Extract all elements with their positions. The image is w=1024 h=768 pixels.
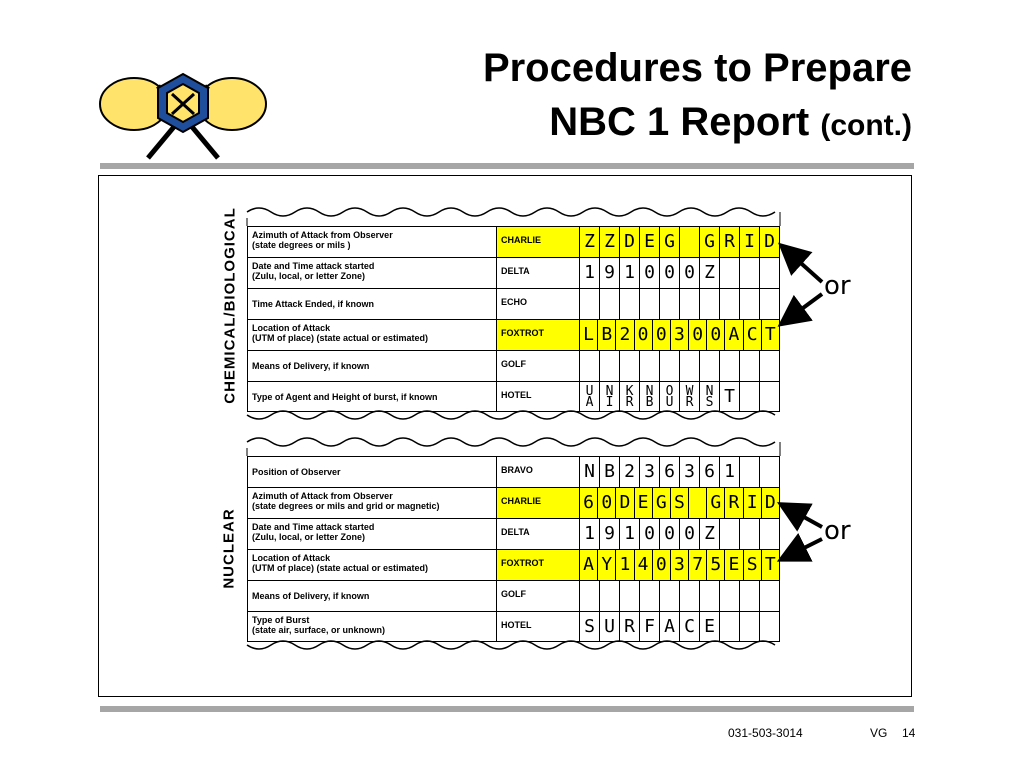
entry-cell: 0 — [598, 488, 616, 518]
entry-cell: I — [744, 488, 762, 518]
field-entry — [580, 382, 780, 412]
field-description-line2: (UTM of place) (state actual or estimated) — [252, 563, 429, 573]
field-entry — [580, 488, 780, 518]
footer-vg: VG — [870, 726, 888, 740]
entry-cell: 0 — [640, 519, 660, 549]
entry-cell — [760, 519, 780, 549]
field-entry — [580, 581, 780, 611]
entry-cell: E — [640, 227, 660, 257]
entry-cell — [760, 382, 780, 412]
entry-cell — [760, 457, 780, 487]
entry-cell: W R — [680, 382, 700, 412]
nuclear-row — [247, 549, 780, 580]
entry-cell — [700, 351, 720, 381]
field-description — [247, 351, 497, 381]
field-description — [247, 519, 497, 549]
field-description-line1: Location of Attack — [252, 553, 331, 563]
entry-cell — [600, 289, 620, 319]
field-description-line2: (Zulu, local, or letter Zone) — [252, 532, 366, 542]
nuclear-row — [247, 518, 780, 549]
entry-cell: 9 — [600, 519, 620, 549]
entry-cell: 6 — [700, 457, 720, 487]
field-entry — [580, 258, 780, 288]
entry-cell: 1 — [616, 550, 634, 580]
entry-cell: A — [725, 320, 743, 350]
entry-cell: 1 — [720, 457, 740, 487]
entry-cell: U — [600, 612, 620, 642]
footer-page-number: 14 — [902, 726, 916, 740]
field-code: HOTEL — [497, 612, 580, 642]
entry-cell: 0 — [660, 519, 680, 549]
entry-cell — [680, 289, 700, 319]
field-description-line1: Means of Delivery, if known — [252, 361, 370, 371]
field-entry — [580, 351, 780, 381]
field-description — [247, 612, 497, 642]
entry-cell: D — [760, 227, 780, 257]
top-divider — [100, 163, 914, 169]
field-description-line1: Azimuth of Attack from Observer — [252, 491, 393, 501]
entry-cell — [740, 519, 760, 549]
entry-cell: D — [620, 227, 640, 257]
field-description — [247, 289, 497, 319]
field-description — [247, 488, 497, 518]
entry-cell — [740, 612, 760, 642]
entry-cell: 3 — [680, 457, 700, 487]
entry-cell: T — [720, 382, 740, 412]
field-description — [247, 227, 497, 257]
entry-cell — [740, 382, 760, 412]
entry-cell — [720, 612, 740, 642]
field-description-line1: Location of Attack — [252, 323, 331, 333]
field-description-line2: (state degrees or mils and grid or magnetic) — [252, 501, 440, 511]
entry-cell: 6 — [660, 457, 680, 487]
entry-cell: U A — [580, 382, 600, 412]
entry-cell: G — [700, 227, 720, 257]
field-code: GOLF — [497, 351, 580, 381]
entry-cell: S — [671, 488, 689, 518]
page-title-main: NBC 1 Report — [549, 100, 810, 144]
entry-cell — [680, 351, 700, 381]
entry-cell: C — [680, 612, 700, 642]
nuclear-row — [247, 611, 780, 642]
field-code: FOXTROT — [497, 550, 580, 580]
nuclear-row — [247, 487, 780, 518]
entry-cell — [740, 289, 760, 319]
field-description-line1: Date and Time attack started — [252, 261, 375, 271]
field-description-line1: Date and Time attack started — [252, 522, 375, 532]
page-title-line1: Procedures to Prepare — [482, 46, 912, 90]
entry-cell: 3 — [671, 550, 689, 580]
entry-cell: S — [744, 550, 762, 580]
field-description-line2: (state degrees or mils ) — [252, 240, 351, 250]
field-description-line1: Type of Burst — [252, 615, 310, 625]
field-description — [247, 581, 497, 611]
entry-cell: B — [598, 320, 616, 350]
entry-cell: 7 — [689, 550, 707, 580]
field-description-line1: Means of Delivery, if known — [252, 591, 370, 601]
chemical-corps-logo-icon — [98, 66, 268, 162]
entry-cell: 2 — [616, 320, 634, 350]
entry-cell: E — [635, 488, 653, 518]
field-description — [247, 457, 497, 487]
entry-cell: S — [580, 612, 600, 642]
entry-cell: F — [640, 612, 660, 642]
entry-cell — [580, 351, 600, 381]
entry-cell — [580, 289, 600, 319]
field-description — [247, 258, 497, 288]
entry-cell: 1 — [620, 519, 640, 549]
field-description-line2: (state air, surface, or unknown) — [252, 625, 386, 635]
field-code: GOLF — [497, 581, 580, 611]
entry-cell: 5 — [707, 550, 725, 580]
entry-cell: G — [653, 488, 671, 518]
field-description-line2: (UTM of place) (state actual or estimated) — [252, 333, 429, 343]
field-code: ECHO — [497, 289, 580, 319]
chemical-row — [247, 257, 780, 288]
chemical-row — [247, 288, 780, 319]
entry-cell — [620, 351, 640, 381]
field-code: DELTA — [497, 258, 580, 288]
entry-cell: 3 — [640, 457, 660, 487]
field-description-line2: (Zulu, local, or letter Zone) — [252, 271, 366, 281]
field-description-line1: Position of Observer — [252, 467, 341, 477]
entry-cell: 0 — [680, 519, 700, 549]
nuclear-row — [247, 580, 780, 611]
field-code: HOTEL — [497, 382, 580, 412]
entry-cell: T — [762, 320, 780, 350]
field-code: DELTA — [497, 519, 580, 549]
entry-cell: N S — [700, 382, 720, 412]
entry-cell: Z — [580, 227, 600, 257]
nuclear-label: NUCLEAR — [220, 508, 238, 589]
entry-cell: 0 — [635, 320, 653, 350]
entry-cell — [640, 289, 660, 319]
entry-cell — [600, 351, 620, 381]
footer-course-code: 031-503-3014 — [728, 726, 803, 740]
entry-cell — [689, 488, 707, 518]
entry-cell: K R — [620, 382, 640, 412]
entry-cell: 0 — [660, 258, 680, 288]
entry-cell — [760, 581, 780, 611]
entry-cell: 9 — [600, 258, 620, 288]
entry-cell: 4 — [635, 550, 653, 580]
entry-cell: 1 — [620, 258, 640, 288]
chemical-biological-label: CHEMICAL/BIOLOGICAL — [221, 207, 239, 404]
entry-cell — [640, 581, 660, 611]
field-entry — [580, 550, 780, 580]
field-description-line1: Type of Agent and Height of burst, if known — [252, 392, 438, 402]
entry-cell: 6 — [580, 488, 598, 518]
entry-cell: B — [600, 457, 620, 487]
entry-cell: R — [620, 612, 640, 642]
entry-cell: 0 — [653, 320, 671, 350]
entry-cell — [720, 289, 740, 319]
entry-cell — [760, 258, 780, 288]
entry-cell: 0 — [689, 320, 707, 350]
entry-cell — [700, 289, 720, 319]
field-entry — [580, 227, 780, 257]
entry-cell: 3 — [671, 320, 689, 350]
entry-cell: D — [616, 488, 634, 518]
field-entry — [580, 612, 780, 642]
chemical-row — [247, 350, 780, 381]
field-entry — [580, 519, 780, 549]
entry-cell: Z — [600, 227, 620, 257]
entry-cell: A — [580, 550, 598, 580]
page-title-cont: (cont.) — [820, 109, 912, 142]
entry-cell — [720, 581, 740, 611]
field-entry — [580, 320, 780, 350]
entry-cell — [720, 258, 740, 288]
entry-cell — [680, 581, 700, 611]
entry-cell: R — [720, 227, 740, 257]
entry-cell: N B — [640, 382, 660, 412]
entry-cell — [580, 581, 600, 611]
entry-cell: I — [740, 227, 760, 257]
field-description-line1: Azimuth of Attack from Observer — [252, 230, 393, 240]
entry-cell: 2 — [620, 457, 640, 487]
field-description — [247, 382, 497, 412]
or-label-chemical: or — [824, 271, 851, 301]
entry-cell: G — [660, 227, 680, 257]
field-code: CHARLIE — [497, 227, 580, 257]
entry-cell — [760, 612, 780, 642]
entry-cell — [740, 581, 760, 611]
entry-cell: 0 — [640, 258, 660, 288]
entry-cell: Y — [598, 550, 616, 580]
entry-cell: N — [580, 457, 600, 487]
entry-cell — [720, 519, 740, 549]
entry-cell: C — [744, 320, 762, 350]
field-code: FOXTROT — [497, 320, 580, 350]
page-title-line2 — [549, 100, 912, 145]
entry-cell: E — [725, 550, 743, 580]
entry-cell: 1 — [580, 519, 600, 549]
entry-cell — [760, 351, 780, 381]
entry-cell: D — [762, 488, 780, 518]
entry-cell: R — [725, 488, 743, 518]
chemical-row — [247, 381, 780, 412]
entry-cell: G — [707, 488, 725, 518]
field-entry — [580, 289, 780, 319]
entry-cell — [760, 289, 780, 319]
field-description-line1: Time Attack Ended, if known — [252, 299, 375, 309]
field-code: CHARLIE — [497, 488, 580, 518]
entry-cell — [680, 227, 700, 257]
field-description — [247, 550, 497, 580]
entry-cell: N I — [600, 382, 620, 412]
entry-cell — [660, 351, 680, 381]
entry-cell — [660, 289, 680, 319]
entry-cell — [700, 581, 720, 611]
entry-cell — [600, 581, 620, 611]
entry-cell: E — [700, 612, 720, 642]
entry-cell: 0 — [707, 320, 725, 350]
entry-cell: 1 — [580, 258, 600, 288]
entry-cell — [640, 351, 660, 381]
or-label-nuclear: or — [824, 516, 851, 546]
entry-cell: Z — [700, 519, 720, 549]
bottom-divider — [100, 706, 914, 712]
entry-cell: 0 — [653, 550, 671, 580]
field-entry — [580, 457, 780, 487]
field-code: BRAVO — [497, 457, 580, 487]
entry-cell — [660, 581, 680, 611]
entry-cell — [740, 351, 760, 381]
entry-cell — [720, 351, 740, 381]
entry-cell — [740, 457, 760, 487]
chemical-row — [247, 319, 780, 350]
nuclear-row — [247, 456, 780, 487]
field-description — [247, 320, 497, 350]
entry-cell: O U — [660, 382, 680, 412]
entry-cell — [740, 258, 760, 288]
entry-cell: Z — [700, 258, 720, 288]
entry-cell: 0 — [680, 258, 700, 288]
entry-cell — [620, 289, 640, 319]
entry-cell — [620, 581, 640, 611]
entry-cell: A — [660, 612, 680, 642]
chemical-row — [247, 226, 780, 257]
entry-cell: L — [580, 320, 598, 350]
entry-cell: T — [762, 550, 780, 580]
